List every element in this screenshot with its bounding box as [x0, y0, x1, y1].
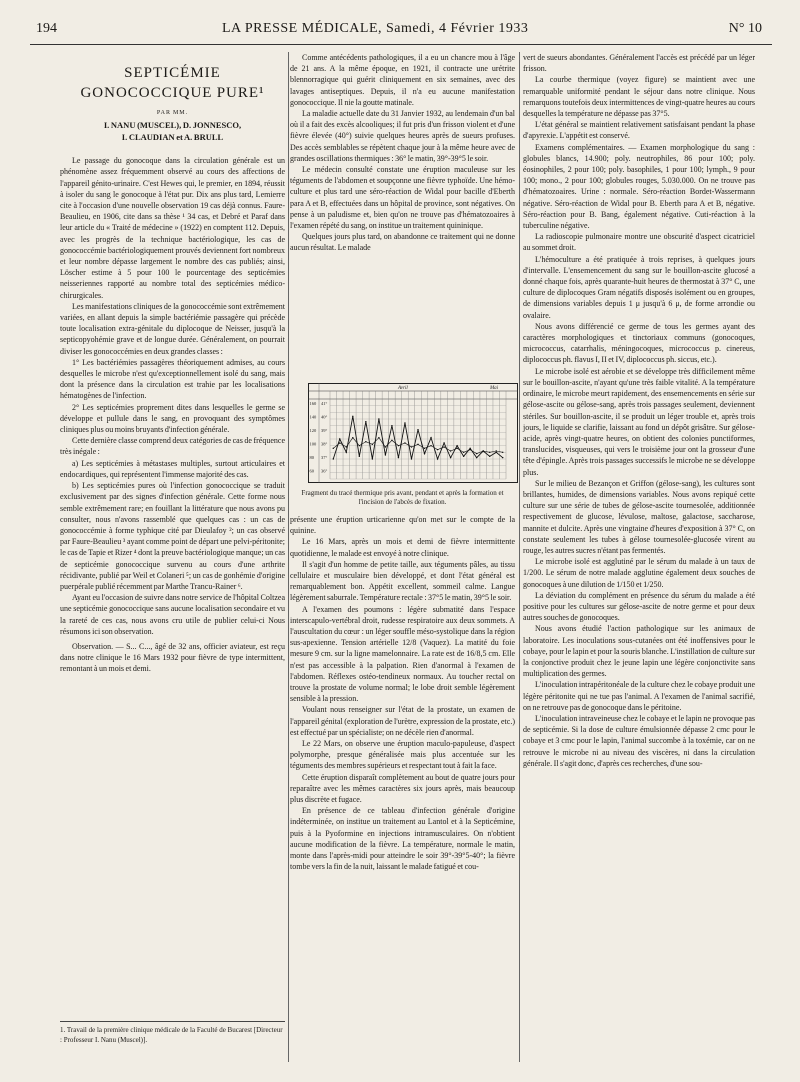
chart-point — [411, 458, 412, 459]
chart-point — [346, 446, 347, 447]
figure-caption-wrap — [290, 489, 515, 507]
paragraph: L'inoculation intraveineuse chez le cobaye et le lapin ne provoque pas de septicémie. Si la dose de culture émulsionnée dépasse 2 cmc pour le cobaye et 3 cmc pour le lapin, l'animal succombe à la toxémie, car on ne retrouve le microbe ni au niveau des viscères, ni dans la circulation générale. Il s'agit donc, d'après ces recherches, d'une sou- — [523, 713, 755, 768]
paragraph: Quelques jours plus tard, on abandonne ce traitement qui ne donne aucun résultat. Le malade — [290, 232, 515, 253]
paragraph: La déviation du complément en présence du sérum du malade a été positive pour les cultures sur gélose-ascite de notre germe et pour deux autres souches de gonocoques. — [523, 590, 755, 623]
paragraph: Cette éruption disparaît complètement au bout de quatre jours pour reparaître avec les mêmes caractères six jours après, mais beaucoup plus discrète et fugace. — [290, 772, 515, 805]
article-title-line1: SEPTICÉMIE — [124, 65, 221, 81]
chart-point — [398, 445, 399, 446]
paragraph: Nous avons différencié ce germe de tous les germes ayant des caractères morphologiques et tinctoriaux communs (gonocoques, micrococcus, catarrhalis, méningocoques, micrococcus p. cinereus, diplococcus ph. flavus I, II et IV, diplococcus ph. siccus, etc.). — [523, 321, 755, 365]
chart-point — [385, 454, 386, 455]
page-number: 194 — [36, 21, 57, 36]
paragraph: Le 16 Mars, après un mois et demi de fièvre intermittente quotidienne, le malade est envoyé à notre clinique. — [290, 537, 515, 558]
paragraph: Observation. — S... C..., âgé de 32 ans, officier aviateur, est reçu dans notre clinique le 16 Mars 1932 pour fièvre de type intermittent, remontant à un mois et demi. — [60, 641, 285, 674]
chart-point — [398, 457, 399, 458]
chart-point — [463, 456, 464, 457]
chart-point — [391, 440, 392, 441]
paragraph: vert de sueurs abondantes. Généralement l'accès est précédé par un léger frisson. — [523, 53, 755, 74]
paragraph: Cette dernière classe comprend deux catégories de cas de fréquence très inégale : — [60, 436, 285, 457]
chart-point — [489, 456, 490, 457]
chart-point — [502, 457, 503, 458]
paragraph: 1° Les bactériémies passagères théoriquement admises, au cours desquelles le microbe n'est qu'exceptionnellement isolé du sang, mais dont la présence dans la circulation est trahie par les localisations hématogènes de l'infection. — [60, 357, 285, 401]
chart-point — [437, 458, 438, 459]
paragraph: Le médecin consulté constate une éruption maculeuse sur les téguments de l'abdomen et soupçonne une fièvre typhoïde. Une hémo-culture et plus tard une séro-réaction de Widal pour bacille d'Eberth para A et B, effectuées dans un hôpital de province, sont négatives. On pense à un paludisme et, bien qu'on ne trouve pas d'hématozoaires à l'examen répété du sang, on institue un traitement quininique. — [290, 165, 515, 231]
authors-line2: I. CLAUDIAN et A. BRULL — [121, 132, 224, 143]
chart-y-tick-left: 80 — [309, 455, 314, 460]
chart-point — [372, 444, 373, 445]
paragraph: Voulant nous renseigner sur l'état de la prostate, un examen de l'appareil génital (exploration de l'urètre, expression de la prostate, etc.) est effectué par un spécialiste; on ne décèle rien d'anormal. — [290, 705, 515, 737]
paragraph: La courbe thermique (voyez figure) se maintient avec une remarquable uniformité pendant le séjour dans notre clinique. Nous remarquons toutefois deux intermittences de vingt-quatre heures au cours desquelles la température ne dépasse pas 37°5. — [523, 75, 755, 119]
chart-point — [333, 458, 334, 459]
chart-series — [333, 416, 504, 460]
paragraph: présente une éruption urticarienne qu'on met sur le compte de la quinine. — [290, 515, 515, 536]
chart-point — [469, 449, 470, 450]
paragraph: Le 22 Mars, on observe une éruption maculo-papuleuse, d'aspect polymorphe, presque généralisée mais plus accentuée sur les téguments des membres supérieurs et respectant tout à fait la face. — [290, 739, 515, 771]
chart-point — [430, 445, 431, 446]
chart-point — [365, 421, 366, 422]
chart-point — [443, 446, 444, 447]
figure-caption: Fragment du tracé thermique pris avant, pendant et après la formation et l'incision de l'abcès de fixation. — [301, 489, 504, 506]
chart-y-tick-right: 40° — [321, 414, 328, 420]
footnote: 1. Travail de la première clinique médicale de la Faculté de Bucarest [Directeur : Professeur I. Nanu (Muscel)]. — [60, 1021, 285, 1045]
chart-month-label: Avril — [398, 386, 408, 391]
chart-point — [456, 448, 457, 449]
issue-number: N° 10 — [728, 21, 762, 36]
paragraph: L'inoculation intrapéritonéale de la culture chez le cobaye produit une légère péritonite qui ne tue pas l'animal. A l'examen de l'animal sacrifié, on ne retrouve pas de gonocoque dans le péritoine. — [523, 680, 755, 712]
chart-y-tick-right: 39° — [321, 428, 328, 433]
running-title: LA PRESSE MÉDICALE, Samedi, 4 Février 1933 — [222, 21, 529, 36]
column-2-top — [290, 52, 515, 254]
chart-y-tick-left: 100 — [309, 441, 317, 447]
article-title-line2: GONOCOCCIQUE PURE¹ — [80, 85, 265, 101]
column-divider-1 — [288, 52, 289, 1062]
chart-series-line — [333, 416, 502, 459]
authors-line1: I. NANU (MUSCEL), D. JONNESCO, — [103, 120, 242, 131]
paragraph: Le microbe isolé est aérobie et se développe très difficilement même sur le bouillon-ascite, n'ayant qu'une très faible vitalité. A la température ordinaire, le microbe meurt rapidement, des ensemencements en série sur gélose-ascite ou gélose-sang, après trois passages seulement, deviennent stériles. Sur bouillon-ascite, il se produit un léger trouble et, après trois jours, le liquide se clarifie, laissant au fond un dépôt grisâtre. Sur gélose-acide, après vingt-quatre heures, on obtient des colonies punctiformes, translucides, visqueuses, qui vers le troisième jour ont la grosseur d'une tête d'épingle. Après trois passages successifs le microbe ne se développe plus. — [523, 366, 755, 477]
chart-y-tick-left: 60 — [309, 468, 314, 474]
paragraph: b) Les septicémies pures où l'infection gonococcique se traduit exclusivement par des signes d'infection générale. Cette forme nous semble extrêmement rare; en fouillant la littérature que nous avons pu consulter, nous n'avons rassemblé que quelques cas : un cas de gonococcémie à forme typhique cité par Dieulafoy ²; un cas observé par Faure-Beaulieu ³ ayant comme point de départ une pelvi-péritonite; le cas de Tapie et Rizer ⁴ dont la preuve bactériologique manque; un cas de septicémie gonococcique survenu au cours d'une arthrite récidivante, publié par Weil et Colaneri ⁵; un cas de gonhémie d'origine puerpérale publié récemment par Marthe Trancu-Rainer ⁶. — [60, 481, 285, 591]
chart-grid — [308, 383, 518, 483]
chart-point — [496, 450, 497, 451]
chart-point — [424, 448, 425, 449]
temperature-chart — [308, 383, 518, 483]
paragraph: La maladie actuelle date du 31 Janvier 1932, au lendemain d'un bal où il a fait des excès alcooliques; il fut pris d'un frisson violent et d'une fièvre élevée (40°) suivie quelques heures après de sueurs profuses. Des accès semblables se répètent chaque jour à la même heure avec de grandes oscillations thermiques : 36° le matin, 39°-39°5 le soir. — [290, 109, 515, 163]
chart-point — [450, 450, 451, 451]
chart-point — [489, 452, 490, 453]
chart-y-tick-right: 37° — [321, 455, 328, 460]
paragraph: Les manifestations cliniques de la gonococcémie sont extrêmement variées, en allant depuis la simple bactériémie passagère qui précède toute localisation extra-génitale du diplocoque de Neisser, jusqu'à la septicopyohémie grave et de longue durée. Généralement, on pourrait diviser les gonococcémies en deux grandes classes : — [60, 301, 285, 356]
paragraph: La radioscopie pulmonaire montre une obscurité d'aspect cicatriciel au sommet droit. — [523, 232, 755, 253]
header-rule — [30, 44, 772, 45]
chart-y-tick-left: 140 — [309, 414, 317, 420]
paragraph: 2° Les septicémies proprement dites dans lesquelles le germe se développe et pullule dans le sang, en provoquant des symptômes cliniques plus ou moins bruyants d'infection générale. — [60, 402, 285, 435]
paragraph: L'état général se maintient relativement satisfaisant pendant la phase d'apyrexie. L'appétit est conservé. — [523, 120, 755, 141]
chart-point — [378, 437, 379, 438]
chart-point — [404, 422, 405, 423]
chart-point — [346, 452, 347, 453]
chart-point — [417, 429, 418, 430]
byline-par: PAR MM. — [156, 110, 189, 116]
chart-y-labels — [310, 401, 328, 474]
chart-month-labels — [397, 386, 499, 391]
paragraph: Le microbe isolé est agglutiné par le sérum du malade à un taux de 1/200. Le sérum de notre malade agglutine également deux souches de gonocoques à une dilution de 1/150 et 1/250. — [523, 557, 755, 589]
paragraph: L'hémoculture a été pratiquée à trois reprises, à quelques jours d'intervalle. L'ensemencement du sang sur le bouillon-ascite glucosé a donné chaque fois, après quarante-huit heures de thermostat à 37° C, une culture de diplocoques Gram négatifs disposés isolément ou en groupes, de dimensions variables depuis 1 μ jusqu'à 6 μ, de forme arrondie ou ovalaire. — [523, 254, 755, 320]
chart-point — [391, 425, 392, 426]
chart-point — [352, 416, 353, 417]
chart-point — [424, 453, 425, 454]
paragraph: Le passage du gonocoque dans la circulation générale est un phénomène assez fréquemment observé au cours des affections de l'appareil génito-urinaire. C'est Hewes qui, le premier, en 1894, réussit à isoler du sang le gonocoque à l'état pur. Dix ans plus tard, Lemierre cite à l'occasion d'une nouvelle observation 19 cas déjà connus. Faure-Beaulieu, en 1906, cite dans sa thèse ¹ 34 cas, et Debré et Paraf dans leur article du « Traité de médecine » (1922) en comptent 112. Depuis, avec les progrès de la technique bactériologique, les cas de gonococcémie bactériologiquement prouvés deviennent fort nombreux et leur nombre dépasse largement le nombre des cas publiés; ainsi, Löscher estime à 5 pour 100 le pourcentage des septicémies neisseriennes rapporté au nombre total des septicémies médico-chirurgicales. — [60, 156, 285, 300]
chart-point — [359, 445, 360, 446]
running-header — [22, 20, 772, 42]
chart-point — [352, 437, 353, 438]
chart-point — [372, 458, 373, 459]
paragraph: A l'examen des poumons : légère submatité dans l'espace interscapulo-vertébral droit, rudesse respiratoire aux deux sommets. A l'auscultation du cœur : un léger souffle méso-systolique dans la région sus-apexienne. Tension artérielle 12/8 (Vaquez). La matité du foie mesure 9 cm. sur la ligne mamelonnaire. La rate est de 16/8,5 cm. Elle n'est pas accessible à la palpation. Rien d'anormal à l'examen de l'abdomen. Réflexes ostéo-tendineux normaux. Au toucher rectal on trouve la prostate de volume normal; le lobe droit semble légèrement sensible à la pression. — [290, 604, 515, 704]
paragraph: a) Les septicémies à métastases multiples, surtout articulaires et endocardiques, qui représentent l'immense majorité des cas. — [60, 458, 285, 479]
column-2-bottom — [290, 514, 515, 873]
column-3 — [523, 52, 755, 769]
chart-point — [502, 452, 503, 453]
column-1 — [60, 52, 285, 675]
chart-point — [378, 418, 379, 419]
chart-point — [333, 448, 334, 449]
chart-y-tick-right: 36° — [321, 468, 328, 474]
chart-point — [339, 438, 340, 439]
column-divider-2 — [519, 52, 520, 1062]
paragraph: Comme antécédents pathologiques, il a eu un chancre mou à l'âge de 21 ans. A la même époque, en 1921, il contracte une urétrite blennorragique qui guérit cliniquement en six semaines, avec des lavages antiseptiques. Depuis, il n'a eu aucune manifestation gonococcique. Il nie la goutte matinale. — [290, 53, 515, 107]
chart-point — [417, 444, 418, 445]
chart-point — [476, 457, 477, 458]
paragraph: Examens complémentaires. — Examen morphologique du sang : globules blancs, 14.900; poly. neutrophiles, 86 pour 100; poly. éosinophiles, 2 pour 100; poly. basophiles, 1 pour 100; lymph., 9 pour 100; mono., 2 pour 100; globules rouges, 5.030.000. On ne trouve pas d'hématozoaires. Urine : normale. Séro-réaction Bordet-Wassermann négative. Séro-réaction de Widal pour B. Eberth para A et B, négative. Séro-réaction pour B. Bang, également négative. Cuti-réaction à la tuberculine négative. — [523, 142, 755, 231]
chart-y-tick-left: 120 — [309, 428, 317, 433]
chart-point — [385, 446, 386, 447]
chart-point — [411, 446, 412, 447]
chart-y-tick-right: 41° — [321, 401, 328, 406]
paragraph: Nous avons étudié l'action pathologique sur les animaux de laboratoire. Les inoculations sous-cutanées ont été inoffensives pour le cobaye, pour le lapin et pour la souris blanche. L'instillation de culture sur la conjonctive produit chez le jeune lapin une légère conjonctivite sans multiplication des germes. — [523, 624, 755, 679]
chart-point — [359, 456, 360, 457]
chart-point — [469, 448, 470, 449]
paragraph: Sur le milieu de Bezançon et Griffon (gélose-sang), les cultures sont brillantes, humides, de dimensions variables. Nous avons repiqué cette culture sur une série de tubes de gélose-ascite tournesolée, additionnée respectivement de glucose, lévulose, maltose, galactose, saccharose, mannite et dulcite. Après une vingtaine d'heures d'exposition à 37° C, on constate seulement les tubes à gélose tournesolée-glucosée virent au rouge, les autres sucres n'étant pas fermentés. — [523, 478, 755, 555]
chart-point — [476, 453, 477, 454]
chart-point — [482, 450, 483, 451]
paragraph: Ayant eu l'occasion de suivre dans notre service de l'hôpital Coltzea une septicémie gonococcique sans aucune localisation secondaire et vu la rareté de ces cas, nous avons cru utile de publier celui-ci Nous résumons ici son observation. — [60, 593, 285, 636]
chart-point — [437, 449, 438, 450]
chart-point — [456, 445, 457, 446]
chart-point — [450, 457, 451, 458]
chart-point — [404, 442, 405, 443]
chart-point — [339, 442, 340, 443]
chart-month-label: Mai — [490, 386, 499, 391]
chart-point — [365, 441, 366, 442]
chart-point — [463, 452, 464, 453]
chart-point — [496, 452, 497, 453]
chart-frame — [309, 384, 518, 483]
chart-y-tick-left: 160 — [309, 401, 317, 406]
paragraph: Il s'agit d'un homme de petite taille, aux téguments pâles, au tissu cellulaire et musculaire bien développé, et dont l'état général est remarquablement bon. Appétit excellent, sommeil calme. Langue légèrement saburrale. Température rectale : 37°5 le matin, 39°5 le soir. — [290, 559, 515, 603]
chart-point — [443, 442, 444, 443]
chart-point — [430, 437, 431, 438]
paragraph: En présence de ce tableau d'infection générale d'origine indéterminée, on institue un traitement au Lantol et à la Septicémine, puis à la Pyoformine en injections intramusculaires. On n'obtient aucune modification de la fièvre. La température, normale le matin, monte dans l'après-midi pour atteindre le soir 39°-39°5-40°; la fièvre tombe vers la fin de la nuit, laissant le malade fatigué et cou- — [290, 806, 515, 872]
chart-y-tick-right: 38° — [321, 441, 328, 447]
